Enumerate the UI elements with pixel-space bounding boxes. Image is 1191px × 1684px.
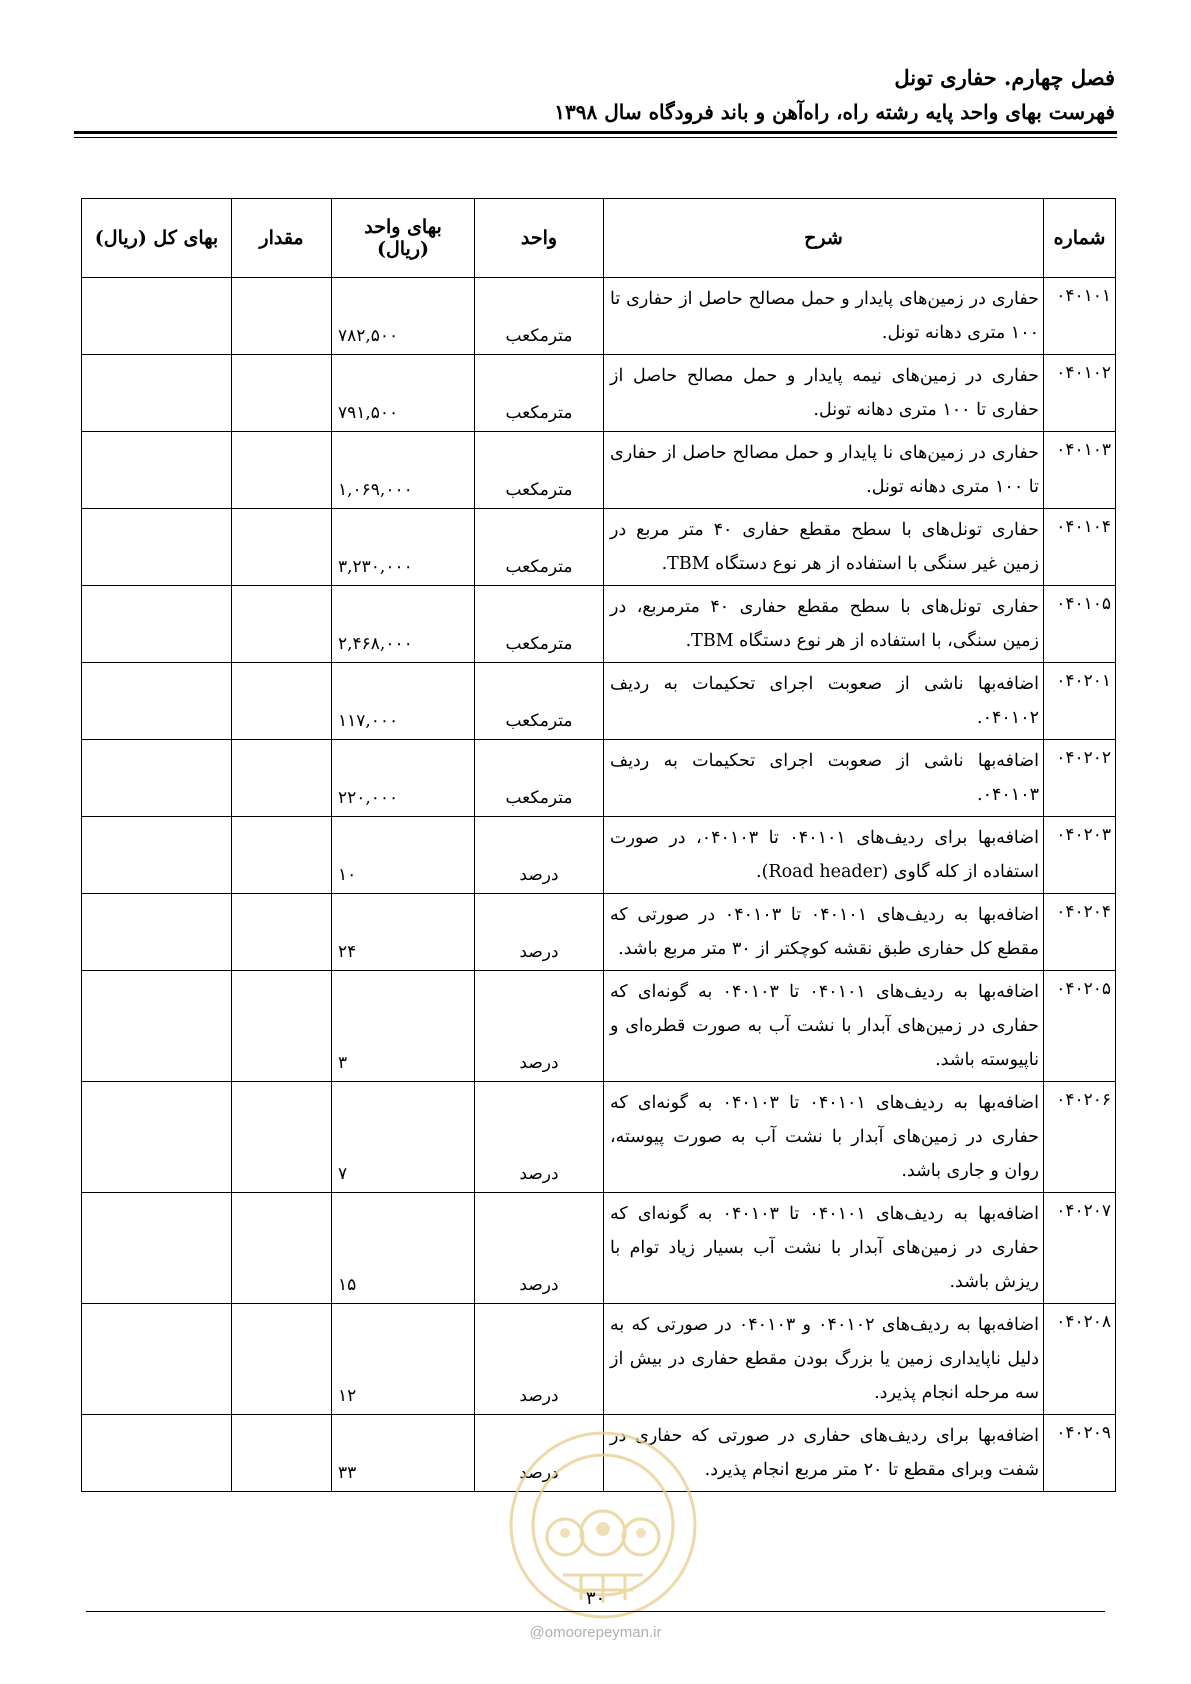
item-quantity bbox=[232, 1304, 332, 1415]
item-quantity bbox=[232, 1415, 332, 1492]
item-code: ۰۴۰۱۰۴ bbox=[1044, 509, 1116, 586]
item-unit-price: ۲,۴۶۸,۰۰۰ bbox=[332, 586, 475, 663]
item-code: ۰۴۰۲۰۵ bbox=[1044, 971, 1116, 1082]
document-subtitle: فهرست بهای واحد پایه رشته راه، راه‌آهن و باند فرودگاه سال ۱۳۹۸ bbox=[554, 100, 1115, 124]
item-code: ۰۴۰۲۰۹ bbox=[1044, 1415, 1116, 1492]
item-unit-price: ۳ bbox=[332, 971, 475, 1082]
item-quantity bbox=[232, 740, 332, 817]
item-code: ۰۴۰۲۰۲ bbox=[1044, 740, 1116, 817]
table-row bbox=[82, 278, 1116, 355]
item-quantity bbox=[232, 509, 332, 586]
item-unit: درصد bbox=[475, 1082, 604, 1193]
column-header-code: شماره bbox=[1044, 199, 1116, 278]
item-unit-price: ۳۳ bbox=[332, 1415, 475, 1492]
item-description: حفاری در زمین‌های نا پایدار و حمل مصالح حاصل از حفاری تا ۱۰۰ متری دهانه تونل. bbox=[604, 432, 1044, 509]
item-quantity bbox=[232, 663, 332, 740]
item-code: ۰۴۰۱۰۱ bbox=[1044, 278, 1116, 355]
item-unit-price: ۳,۲۳۰,۰۰۰ bbox=[332, 509, 475, 586]
item-quantity bbox=[232, 586, 332, 663]
item-code: ۰۴۰۲۰۸ bbox=[1044, 1304, 1116, 1415]
item-description: حفاری تونل‌های با سطح مقطع حفاری ۴۰ متر مربع در زمین غیر سنگی با استفاده از هر نوع دستگاه TBM. bbox=[604, 509, 1044, 586]
item-description: اضافه‌بها ناشی از صعوبت اجرای تحکیمات به ردیف ۰۴۰۱۰۲. bbox=[604, 663, 1044, 740]
item-description: اضافه‌بها به ردیف‌های ۰۴۰۱۰۲ و ۰۴۰۱۰۳ در صورتی که به دلیل ناپایداری زمین یا بزرگ بودن مقطع حفاری در بیش از سه مرحله انجام پذیرد. bbox=[604, 1304, 1044, 1415]
item-unit-price: ۷۹۱,۵۰۰ bbox=[332, 355, 475, 432]
item-total-price bbox=[82, 355, 232, 432]
item-quantity bbox=[232, 432, 332, 509]
column-header-unit-price bbox=[332, 199, 475, 278]
table-row bbox=[82, 432, 1116, 509]
item-total-price bbox=[82, 1304, 232, 1415]
table-row bbox=[82, 1304, 1116, 1415]
item-quantity bbox=[232, 971, 332, 1082]
item-description: حفاری در زمین‌های پایدار و حمل مصالح حاصل از حفاری تا ۱۰۰ متری دهانه تونل. bbox=[604, 278, 1044, 355]
item-unit-price: ۷۸۲,۵۰۰ bbox=[332, 278, 475, 355]
unit-price-label: بهای واحد bbox=[364, 216, 442, 238]
column-header-description: شرح bbox=[604, 199, 1044, 278]
item-code: ۰۴۰۲۰۴ bbox=[1044, 894, 1116, 971]
item-unit: درصد bbox=[475, 817, 604, 894]
item-description: اضافه‌بها به ردیف‌های ۰۴۰۱۰۱ تا ۰۴۰۱۰۳ به گونه‌ای که حفاری در زمین‌های آبدار با نشت آب به صورت پیوسته، روان و جاری باشد. bbox=[604, 1082, 1044, 1193]
item-unit: مترمکعب bbox=[475, 586, 604, 663]
item-quantity bbox=[232, 894, 332, 971]
header-rule-thin bbox=[74, 137, 1117, 138]
item-description: حفاری تونل‌های با سطح مقطع حفاری ۴۰ مترمربع، در زمین سنگی، با استفاده از هر نوع دستگاه TBM. bbox=[604, 586, 1044, 663]
item-quantity bbox=[232, 355, 332, 432]
item-unit: مترمکعب bbox=[475, 740, 604, 817]
item-quantity bbox=[232, 278, 332, 355]
item-total-price bbox=[82, 817, 232, 894]
item-total-price bbox=[82, 1415, 232, 1492]
item-total-price bbox=[82, 586, 232, 663]
item-quantity bbox=[232, 1082, 332, 1193]
item-unit-price: ۷ bbox=[332, 1082, 475, 1193]
table-row bbox=[82, 740, 1116, 817]
item-total-price bbox=[82, 894, 232, 971]
table-row bbox=[82, 586, 1116, 663]
item-unit: مترمکعب bbox=[475, 278, 604, 355]
item-code: ۰۴۰۱۰۵ bbox=[1044, 586, 1116, 663]
item-unit-price: ۱۰ bbox=[332, 817, 475, 894]
item-unit: درصد bbox=[475, 894, 604, 971]
item-unit: مترمکعب bbox=[475, 663, 604, 740]
item-description: اضافه‌بها برای ردیف‌های ۰۴۰۱۰۱ تا ۰۴۰۱۰۳، در صورت استفاده از کله گاوی (Road header). bbox=[604, 817, 1044, 894]
item-unit-price: ۱۲ bbox=[332, 1304, 475, 1415]
item-unit-price: ۲۴ bbox=[332, 894, 475, 971]
item-code: ۰۴۰۲۰۳ bbox=[1044, 817, 1116, 894]
item-unit: درصد bbox=[475, 1415, 604, 1492]
page-header bbox=[76, 62, 1115, 128]
item-total-price bbox=[82, 278, 232, 355]
item-unit: درصد bbox=[475, 1193, 604, 1304]
item-description: اضافه‌بها به ردیف‌های ۰۴۰۱۰۱ تا ۰۴۰۱۰۳ به گونه‌ای که حفاری در زمین‌های آبدار با نشت آب به صورت قطره‌ای و ناپیوسته باشد. bbox=[604, 971, 1044, 1082]
item-unit: درصد bbox=[475, 971, 604, 1082]
item-code: ۰۴۰۱۰۲ bbox=[1044, 355, 1116, 432]
column-header-total-price: بهای کل (ریال) bbox=[82, 199, 232, 278]
item-code: ۰۴۰۲۰۷ bbox=[1044, 1193, 1116, 1304]
item-quantity bbox=[232, 817, 332, 894]
table-row bbox=[82, 1193, 1116, 1304]
price-table bbox=[81, 198, 1116, 1492]
table-row bbox=[82, 1082, 1116, 1193]
item-total-price bbox=[82, 1082, 232, 1193]
item-total-price bbox=[82, 740, 232, 817]
table-row bbox=[82, 817, 1116, 894]
item-code: ۰۴۰۲۰۶ bbox=[1044, 1082, 1116, 1193]
header-rule-thick bbox=[74, 131, 1117, 134]
item-unit: مترمکعب bbox=[475, 509, 604, 586]
item-description: اضافه‌بها برای ردیف‌های حفاری در صورتی که حفاری در شفت وبرای مقطع تا ۲۰ متر مربع انجام پذیرد. bbox=[604, 1415, 1044, 1492]
item-unit-price: ۱۵ bbox=[332, 1193, 475, 1304]
item-total-price bbox=[82, 971, 232, 1082]
item-code: ۰۴۰۲۰۱ bbox=[1044, 663, 1116, 740]
item-total-price bbox=[82, 1193, 232, 1304]
item-unit-price: ۲۲۰,۰۰۰ bbox=[332, 740, 475, 817]
table-row bbox=[82, 355, 1116, 432]
table-row bbox=[82, 894, 1116, 971]
unit-price-currency: (ریال) bbox=[376, 238, 430, 260]
chapter-title: فصل چهارم. حفاری تونل bbox=[894, 65, 1115, 90]
table-header-row bbox=[82, 199, 1116, 278]
column-header-quantity: مقدار bbox=[232, 199, 332, 278]
table-row bbox=[82, 663, 1116, 740]
item-description: حفاری در زمین‌های نیمه پایدار و حمل مصالح حاصل از حفاری تا ۱۰۰ متری دهانه تونل. bbox=[604, 355, 1044, 432]
page-number: ۳۰ bbox=[585, 1588, 606, 1609]
table-row bbox=[82, 509, 1116, 586]
item-unit: درصد bbox=[475, 1304, 604, 1415]
footer-rule bbox=[86, 1611, 1105, 1612]
item-total-price bbox=[82, 509, 232, 586]
item-code: ۰۴۰۱۰۳ bbox=[1044, 432, 1116, 509]
item-description: اضافه‌بها به ردیف‌های ۰۴۰۱۰۱ تا ۰۴۰۱۰۳ به گونه‌ای که حفاری در زمین‌های آبدار با نشت آب بسیار زیاد توام با ریزش باشد. bbox=[604, 1193, 1044, 1304]
item-quantity bbox=[232, 1193, 332, 1304]
item-unit: مترمکعب bbox=[475, 432, 604, 509]
item-unit-price: ۱۱۷,۰۰۰ bbox=[332, 663, 475, 740]
item-description: اضافه‌بها ناشی از صعوبت اجرای تحکیمات به ردیف ۰۴۰۱۰۳. bbox=[604, 740, 1044, 817]
item-unit-price: ۱,۰۶۹,۰۰۰ bbox=[332, 432, 475, 509]
column-header-unit: واحد bbox=[475, 199, 604, 278]
table-row bbox=[82, 971, 1116, 1082]
item-total-price bbox=[82, 432, 232, 509]
item-description: اضافه‌بها به ردیف‌های ۰۴۰۱۰۱ تا ۰۴۰۱۰۳ در صورتی که مقطع کل حفاری طبق نقشه کوچکتر از ۳۰ متر مربع باشد. bbox=[604, 894, 1044, 971]
item-unit: مترمکعب bbox=[475, 355, 604, 432]
item-total-price bbox=[82, 663, 232, 740]
website-watermark: @omoorepeyman.ir bbox=[529, 1624, 662, 1641]
